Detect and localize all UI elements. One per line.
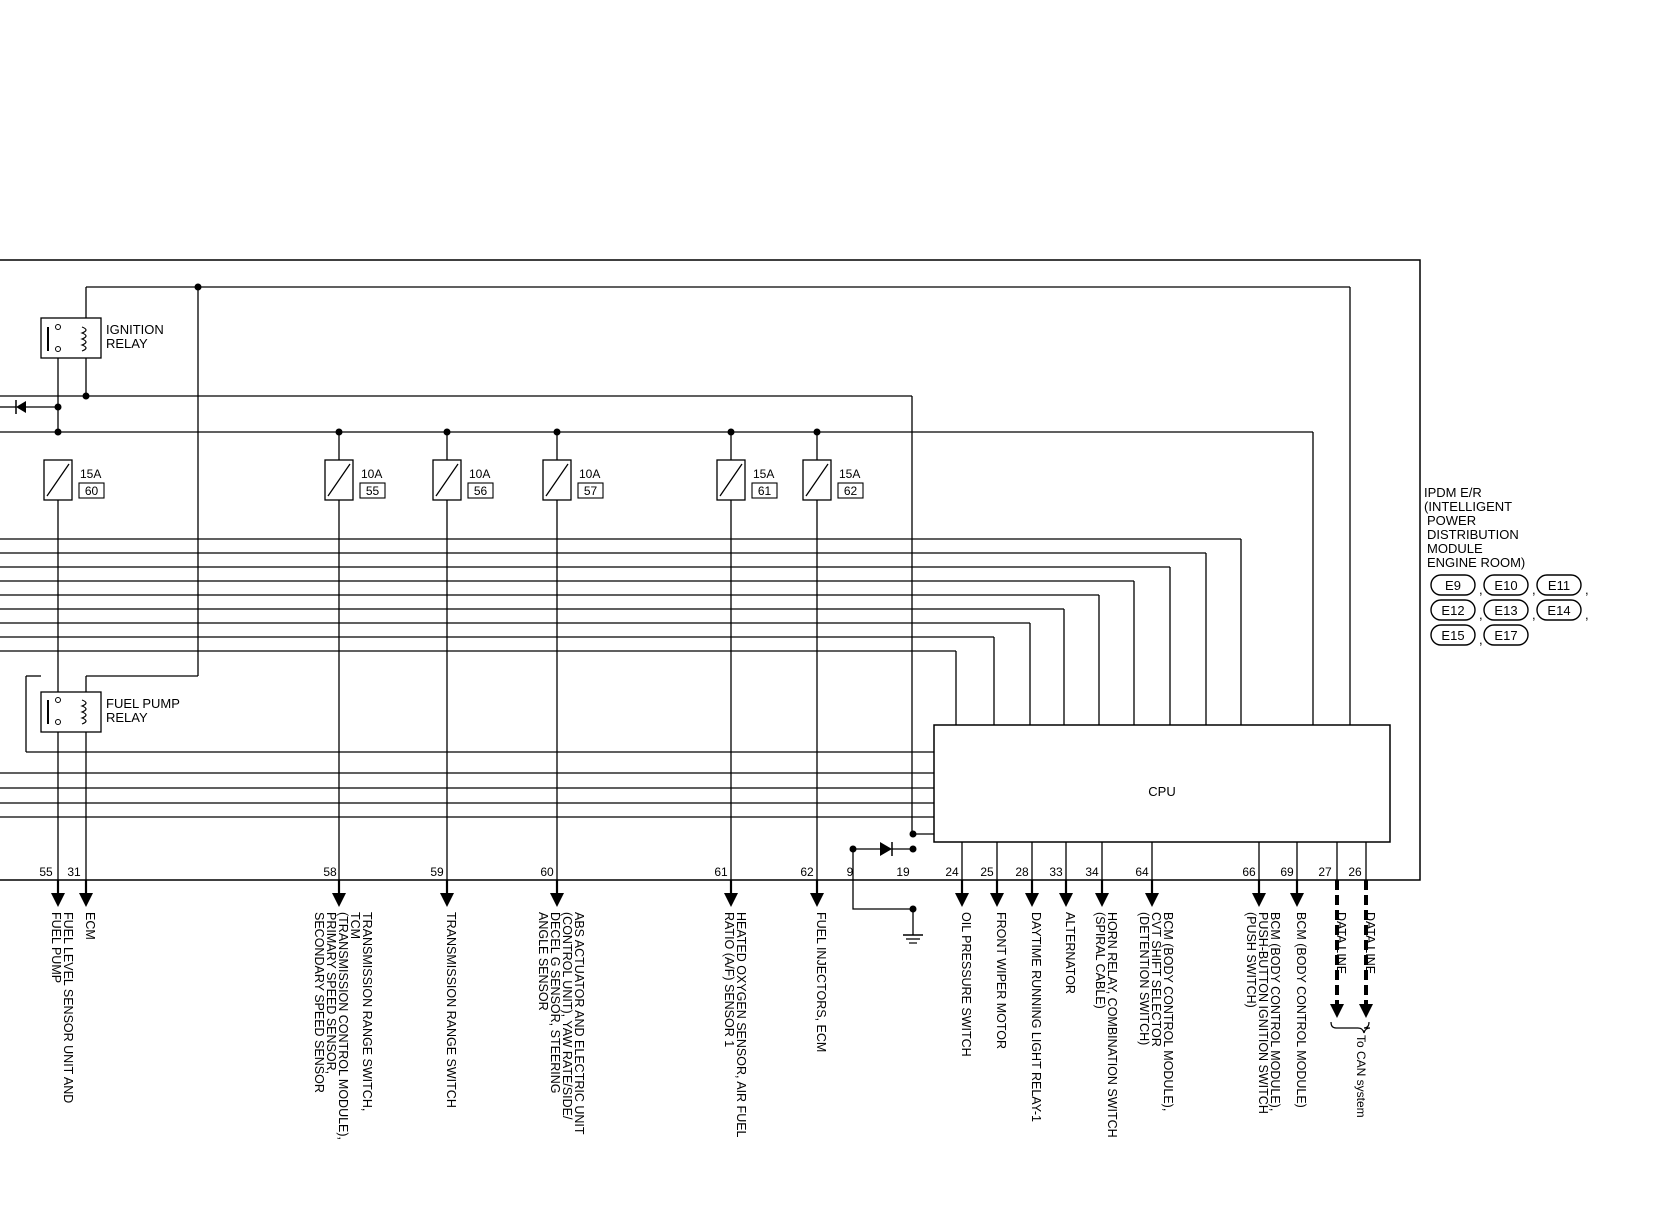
fuse-group [44, 460, 863, 500]
output-16 [1359, 880, 1377, 1018]
output-label-line: BCM (BODY CONTROL MODULE) [1294, 912, 1308, 1108]
module-name-line-2: (INTELLIGENT [1424, 499, 1513, 514]
fuse-60 [44, 460, 104, 500]
connector-E9 [1431, 575, 1483, 597]
terminal-31: 31 [67, 865, 81, 879]
output-label-line: HORN RELAY, COMBINATION SWITCH [1105, 912, 1119, 1138]
fuse-number-label: 56 [473, 484, 488, 498]
fuse-55 [325, 460, 385, 500]
svg-text:,: , [1532, 582, 1536, 597]
terminal-19: 19 [896, 865, 910, 879]
svg-text:E14: E14 [1547, 603, 1571, 618]
output-label-line: DECEL G SENSOR, STEERING [548, 912, 562, 1094]
connector-list [1431, 575, 1589, 647]
svg-text:E9: E9 [1445, 578, 1461, 593]
ground-icon [903, 935, 923, 943]
svg-text:E15: E15 [1441, 628, 1465, 643]
fuel-pump-relay-label-2: RELAY [106, 710, 148, 725]
terminal-69: 69 [1280, 865, 1294, 879]
output-label-line: (PUSH SWITCH) [1244, 912, 1258, 1008]
cpu-block [934, 725, 1390, 842]
output-label-line: PRIMARY SPEED SENSOR, [324, 912, 338, 1075]
fuse-61 [717, 460, 777, 500]
output-13 [1244, 880, 1282, 1114]
svg-text:,: , [1532, 607, 1536, 622]
fuse-amp-label: 10A [361, 467, 383, 481]
output-label-line: HEATED OXYGEN SENSOR, AIR FUEL [734, 912, 748, 1138]
output-label-line: TRANSMISSION RANGE SWITCH, [360, 912, 374, 1112]
fuse-number-label: 57 [583, 484, 598, 498]
output-3 [440, 880, 458, 1108]
terminal-66: 66 [1242, 865, 1256, 879]
output-1 [79, 880, 97, 940]
output-label-line: (CONTROL UNIT), YAW RATE/SIDE/ [560, 912, 574, 1120]
output-label-line: ALTERNATOR [1063, 912, 1077, 994]
svg-text:E10: E10 [1494, 578, 1518, 593]
output-label-line: (SPIRAL CABLE) [1093, 912, 1107, 1009]
terminal-64: 64 [1135, 865, 1149, 879]
output-label-line: CVT SHIFT SELECTOR [1149, 912, 1163, 1047]
output-label-line: FRONT WIPER MOTOR [994, 912, 1008, 1050]
output-4 [536, 880, 586, 1135]
output-12 [1137, 880, 1175, 1111]
ignition-relay-label-1: IGNITION [106, 322, 164, 337]
output-label-line: BCM (BODY CONTROL MODULE), [1268, 912, 1282, 1112]
output-label-line: SECONDARY SPEED SENSOR [312, 912, 326, 1093]
svg-text:E13: E13 [1494, 603, 1518, 618]
terminal-33: 33 [1049, 865, 1063, 879]
fuse-number-label: 61 [757, 484, 772, 498]
terminal-58: 58 [323, 865, 337, 879]
ignition-relay [41, 318, 164, 358]
output-5 [722, 880, 748, 1138]
fuse-amp-label: 15A [80, 467, 102, 481]
can-note: To CAN system [1354, 1035, 1368, 1118]
connector-E17 [1484, 625, 1528, 645]
module-name [1424, 485, 1525, 570]
connector-E10 [1484, 575, 1536, 597]
fuel-pump-relay [41, 692, 180, 732]
fuse-amp-label: 10A [579, 467, 601, 481]
terminal-62: 62 [800, 865, 814, 879]
terminal-26: 26 [1348, 865, 1362, 879]
terminal-group [39, 865, 1362, 879]
fuel-pump-relay-label-1: FUEL PUMP [106, 696, 180, 711]
output-label-line: DAYTIME RUNNING LIGHT RELAY-1 [1029, 912, 1043, 1122]
output-label-line: FUEL PUMP [49, 912, 63, 984]
fuse-56 [433, 460, 493, 500]
svg-text:,: , [1479, 582, 1483, 597]
fuse-amp-label: 10A [469, 467, 491, 481]
output-label-line: TRANSMISSION RANGE SWITCH [444, 912, 458, 1108]
output-0 [49, 880, 75, 1103]
output-label-line: ECM [83, 912, 97, 940]
terminal-34: 34 [1085, 865, 1099, 879]
module-name-line-1: IPDM E/R [1424, 485, 1482, 500]
module-name-line-3: POWER [1427, 513, 1477, 528]
fuse-number-label: 60 [84, 484, 99, 498]
svg-text:,: , [1479, 632, 1483, 647]
output-label-line: FUEL LEVEL SENSOR UNIT AND [61, 912, 75, 1104]
terminal-9: 9 [846, 865, 854, 879]
output-label-line: ABS ACTUATOR AND ELECTRIC UNIT [572, 912, 586, 1135]
svg-text:E12: E12 [1441, 603, 1465, 618]
output-label-line: RATIO (A/F) SENSOR 1 [722, 912, 736, 1048]
output-label-line: TCM [348, 912, 362, 940]
output-label-line: DATA LINE [1334, 912, 1348, 975]
fuse-62 [803, 460, 863, 500]
output-11 [1093, 880, 1119, 1138]
output-label-line: DATA LINE [1363, 912, 1377, 975]
output-label-line: (DETENTION SWITCH) [1137, 912, 1151, 1046]
terminal-59: 59 [430, 865, 444, 879]
output-9 [1025, 880, 1043, 1122]
output-2 [312, 880, 374, 1140]
output-14 [1290, 880, 1308, 1108]
fuse-number-label: 55 [365, 484, 380, 498]
terminal-27: 27 [1318, 865, 1332, 879]
output-6 [810, 880, 828, 1052]
output-label-line: BCM (BODY CONTROL MODULE), [1161, 912, 1175, 1112]
fuse-57 [543, 460, 603, 500]
connector-E13 [1484, 600, 1536, 622]
svg-text:E11: E11 [1547, 578, 1571, 593]
module-name-line-6: ENGINE ROOM) [1427, 555, 1526, 570]
output-15 [1330, 880, 1348, 1018]
terminal-25: 25 [980, 865, 994, 879]
svg-text:,: , [1585, 607, 1589, 622]
output-label-line: (TRANSMISSION CONTROL MODULE), [336, 912, 350, 1141]
can-brace [1331, 1022, 1370, 1118]
output-label-line: OIL PRESSURE SWITCH [959, 912, 973, 1057]
ground-network [850, 831, 935, 944]
terminal-24: 24 [945, 865, 959, 879]
output-label-line: FUEL INJECTORS, ECM [814, 912, 828, 1053]
output-8 [990, 880, 1008, 1049]
fuse-amp-label: 15A [753, 467, 775, 481]
module-name-line-5: MODULE [1427, 541, 1483, 556]
connector-E14 [1537, 600, 1589, 622]
diode-left-icon [16, 400, 26, 414]
svg-text:,: , [1585, 582, 1589, 597]
terminal-60: 60 [540, 865, 554, 879]
connector-E12 [1431, 600, 1483, 622]
output-7 [955, 880, 973, 1057]
module-name-line-4: DISTRIBUTION [1427, 527, 1519, 542]
connector-E11 [1537, 575, 1589, 597]
output-label-line: ANGLE SENSOR [536, 912, 550, 1011]
output-label-line: PUSH-BUTTON IGNITION SWITCH [1256, 912, 1270, 1114]
output-label-group [49, 880, 1377, 1140]
output-10 [1059, 880, 1077, 994]
terminal-28: 28 [1015, 865, 1029, 879]
svg-text:,: , [1479, 607, 1483, 622]
terminal-61: 61 [714, 865, 728, 879]
diode-ground-icon [880, 842, 892, 856]
ignition-relay-label-2: RELAY [106, 336, 148, 351]
terminal-55: 55 [39, 865, 53, 879]
fuse-amp-label: 15A [839, 467, 861, 481]
cpu-label: CPU [1148, 784, 1176, 799]
fuse-number-label: 62 [843, 484, 858, 498]
svg-text:E17: E17 [1494, 628, 1518, 643]
connector-E15 [1431, 625, 1483, 647]
